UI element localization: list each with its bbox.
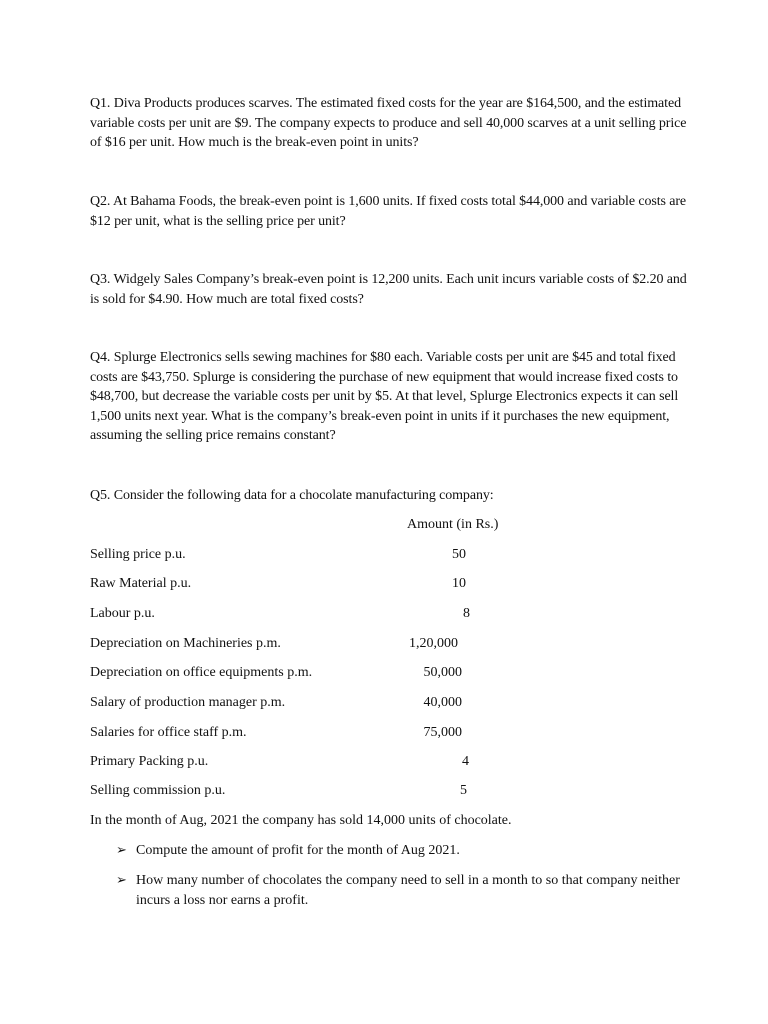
- row-amount: 40,000: [423, 695, 462, 710]
- row-amount: 10: [452, 576, 466, 591]
- table-row: [90, 545, 690, 565]
- row-label: Selling price p.u.: [90, 547, 186, 562]
- row-label: Salary of production manager p.m.: [90, 695, 286, 710]
- table-row: [90, 723, 690, 743]
- question-2: Q2. At Bahama Foods, the break-even point is 1,600 units. If fixed costs total $44,000 and variable costs are $12 per unit, what is the selling price per unit?: [90, 194, 687, 229]
- question-5: Q5. Consider the following data for a chocolate manufacturing company:: [90, 488, 494, 503]
- row-label: Depreciation on office equipments p.m.: [90, 665, 313, 680]
- sales-note: In the month of Aug, 2021 the company has sold 14,000 units of chocolate.: [90, 813, 512, 828]
- table-row: [90, 663, 690, 683]
- row-label: Salaries for office staff p.m.: [90, 725, 247, 740]
- arrow-bullet-icon: ➢: [116, 873, 127, 888]
- table-header-amount: Amount (in Rs.): [407, 517, 499, 532]
- table-row: [90, 752, 690, 772]
- row-amount: 50: [452, 547, 466, 562]
- row-label: Raw Material p.u.: [90, 576, 192, 591]
- row-amount: 50,000: [423, 665, 462, 680]
- row-amount: 8: [463, 606, 470, 621]
- list-item-text: How many number of chocolates the company need to sell in a month to so that company neither incurs a loss nor earns a profit.: [136, 873, 680, 908]
- table-row: [90, 604, 690, 624]
- table-row: [90, 574, 690, 594]
- list-item-text: Compute the amount of profit for the month of Aug 2021.: [136, 843, 460, 858]
- question-4: Q4. Splurge Electronics sells sewing machines for $80 each. Variable costs per unit are $45 and total fixed costs are $43,750. Splurge is considering the purchase of new equipment that would increase fixed costs to $48,700, but decrease the variable costs per unit by $5. At that level, Splurge Electronics expects it can sell 1,500 units next year. What is the company’s break-even point in units if it purchases the new equipment, assuming the selling price remains constant?: [90, 350, 679, 443]
- question-3: Q3. Widgely Sales Company’s break-even point is 12,200 units. Each unit incurs variable costs of $2.20 and is sold for $4.90. How much are total fixed costs?: [90, 272, 687, 307]
- row-label: Primary Packing p.u.: [90, 754, 209, 769]
- question-1: Q1. Diva Products produces scarves. The estimated fixed costs for the year are $164,500, and the estimated variable costs per unit are $9. The company expects to produce and sell 40,000 scarves at a unit selling price of $16 per unit. How much is the break-even point in units?: [90, 96, 687, 150]
- row-amount: 5: [460, 783, 467, 798]
- table-row: [90, 693, 690, 713]
- row-label: Labour p.u.: [90, 606, 155, 621]
- arrow-bullet-icon: ➢: [116, 843, 127, 858]
- table-row: [90, 781, 690, 801]
- table-row: [90, 634, 690, 654]
- row-amount: 1,20,000: [409, 636, 458, 651]
- row-label: Selling commission p.u.: [90, 783, 226, 798]
- row-amount: 4: [462, 754, 469, 769]
- row-label: Depreciation on Machineries p.m.: [90, 636, 281, 651]
- row-amount: 75,000: [423, 725, 462, 740]
